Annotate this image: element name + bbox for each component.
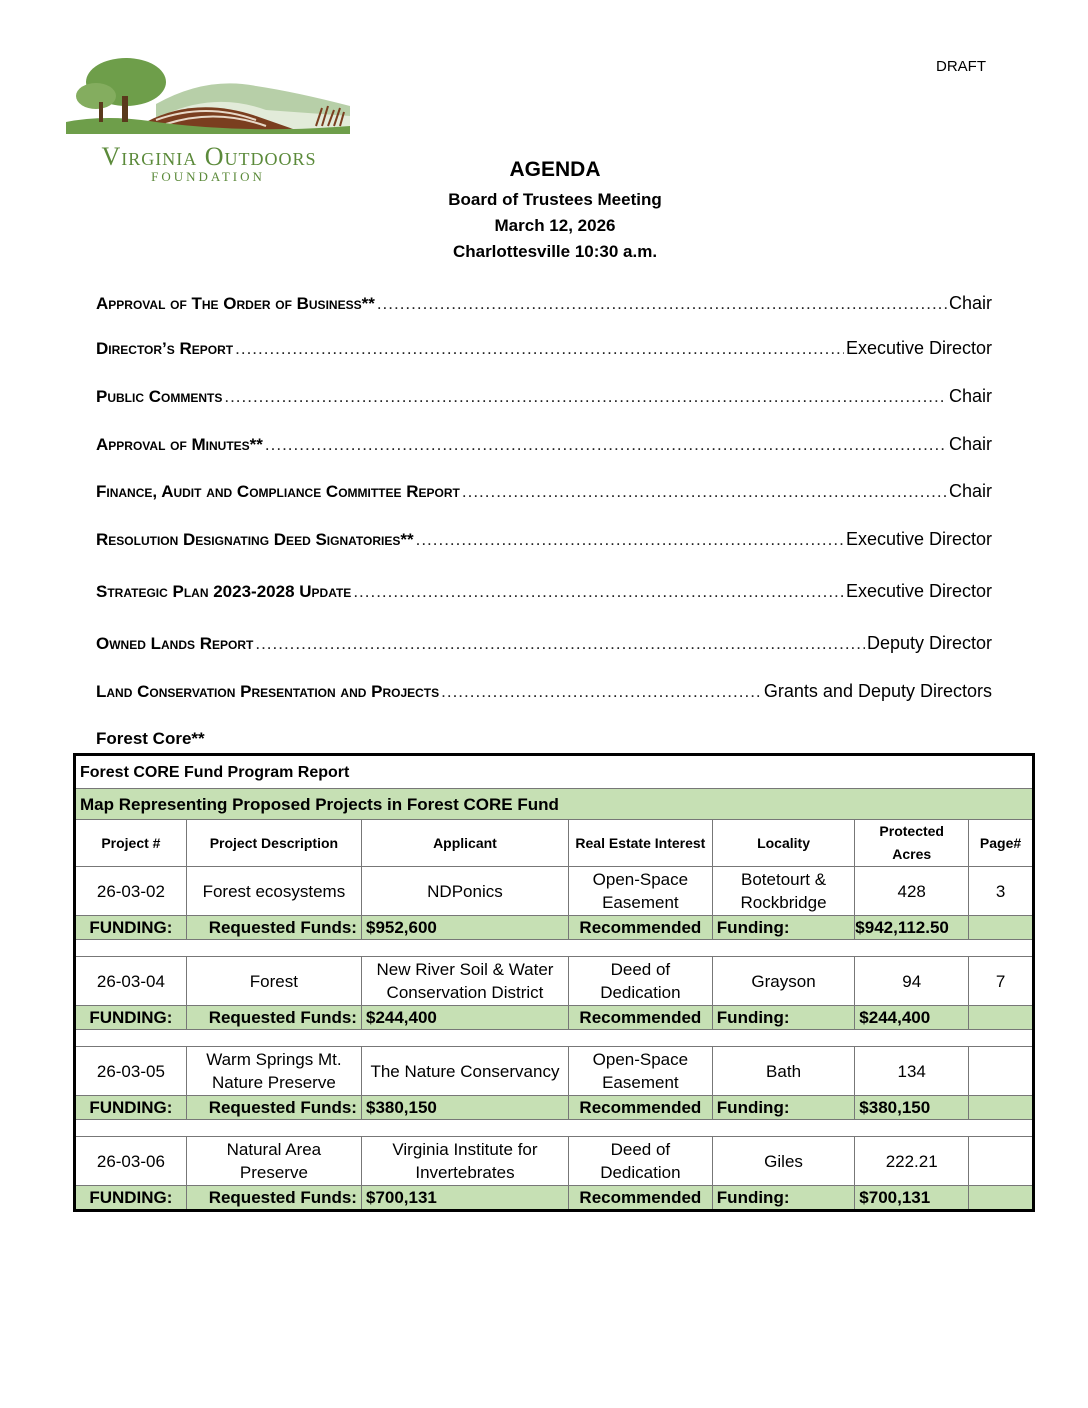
column-header: Project # [75, 820, 187, 867]
project-description: Warm Springs Mt. Nature Preserve [186, 1047, 361, 1096]
agenda-item-presenter: Grants and Deputy Directors [763, 681, 992, 701]
column-header: Locality [712, 820, 854, 867]
real-estate-interest: Deed of Dedication [568, 957, 712, 1006]
logo-name: Virginia Outdoors [101, 142, 317, 171]
requested-label: Requested Funds: [186, 1096, 361, 1120]
protected-acres: 428 [855, 867, 969, 916]
leader-dots [235, 339, 844, 359]
page-number: 3 [969, 867, 1034, 916]
agenda-item-presenter: Executive Director [845, 529, 992, 549]
requested-amount: $244,400 [361, 1006, 568, 1030]
agenda-item-title: Owned Lands Report [96, 634, 254, 653]
meeting-name: Board of Trustees Meeting [448, 190, 662, 209]
locality: Giles [712, 1137, 854, 1186]
real-estate-interest: Deed of Dedication [568, 1137, 712, 1186]
requested-amount: $700,131 [361, 1186, 568, 1211]
project-number: 26-03-06 [75, 1137, 187, 1186]
agenda-item-title: Strategic Plan 2023-2028 Update [96, 582, 352, 601]
recommended-label: Recommended [568, 916, 712, 940]
leader-dots [224, 387, 947, 407]
agenda-item [96, 529, 992, 550]
protected-acres: 94 [855, 957, 969, 1006]
meeting-location-time: Charlottesville 10:30 a.m. [452, 242, 658, 261]
landscape-logo-icon [66, 56, 350, 140]
agenda-item-title: Approval of The Order of Business** [96, 294, 375, 313]
leader-dots [255, 634, 865, 654]
funding-label: FUNDING: [75, 1186, 187, 1211]
agenda-item-title: Approval of Minutes** [96, 435, 263, 454]
agenda-item [96, 481, 992, 502]
page-number [969, 1137, 1034, 1186]
agenda-item-presenter: Executive Director [845, 338, 992, 358]
column-header: Project Description [186, 820, 361, 867]
agenda-item-title: Public Comments [96, 387, 223, 406]
funding-word: Funding: [712, 1096, 854, 1120]
agenda-item-presenter: Chair [948, 434, 992, 454]
real-estate-interest: Open-Space Easement [568, 1047, 712, 1096]
agenda-item [96, 581, 992, 602]
recommended-amount: $244,400 [855, 1006, 969, 1030]
recommended-amount: $942,112.50 [855, 916, 969, 940]
section-title: Forest Core** [96, 729, 205, 748]
recommended-amount: $700,131 [855, 1186, 969, 1211]
funding-row [75, 1006, 1034, 1030]
table-row [75, 867, 1034, 916]
protected-acres: 134 [855, 1047, 969, 1096]
recommended-amount: $380,150 [855, 1096, 969, 1120]
agenda-item [96, 633, 992, 654]
table-header-row [75, 820, 1034, 867]
page-number [969, 1047, 1034, 1096]
applicant: Virginia Institute for Invertebrates [361, 1137, 568, 1186]
funding-word: Funding: [712, 916, 854, 940]
real-estate-interest: Open-Space Easement [568, 867, 712, 916]
recommended-label: Recommended [568, 1186, 712, 1211]
agenda-item [96, 434, 992, 455]
requested-amount: $952,600 [361, 916, 568, 940]
meeting-date: March 12, 2026 [494, 216, 616, 235]
leader-dots [353, 582, 844, 602]
logo-subtitle: FOUNDATION [151, 169, 265, 184]
funding-label: FUNDING: [75, 1096, 187, 1120]
requested-amount: $380,150 [361, 1096, 568, 1120]
table-row [75, 957, 1034, 1006]
agenda-item-title: Finance, Audit and Compliance Committee Report [96, 482, 460, 501]
column-header: Page# [969, 820, 1034, 867]
forest-core-table [73, 753, 1035, 1212]
funding-row [75, 916, 1034, 940]
applicant: New River Soil & Water Conservation District [361, 957, 568, 1006]
funding-row [75, 1096, 1034, 1120]
agenda-item-title: Director’s Report [96, 339, 234, 358]
map-row: Map Representing Proposed Projects in Forest CORE Fund [75, 789, 1034, 820]
project-number: 26-03-02 [75, 867, 187, 916]
project-description: Forest [186, 957, 361, 1006]
funding-label: FUNDING: [75, 916, 187, 940]
table-row [75, 1137, 1034, 1186]
requested-label: Requested Funds: [186, 1186, 361, 1211]
locality: Botetourt & Rockbridge [712, 867, 854, 916]
agenda-item-title: Land Conservation Presentation and Projects [96, 682, 440, 701]
agenda-item-presenter: Chair [948, 386, 992, 406]
project-description: Forest ecosystems [186, 867, 361, 916]
draft-watermark: DRAFT [936, 58, 986, 75]
agenda-item-presenter: Chair [948, 481, 992, 501]
funding-word: Funding: [712, 1006, 854, 1030]
column-header: Protected Acres [855, 820, 969, 867]
column-header: Real Estate Interest [568, 820, 712, 867]
funding-word: Funding: [712, 1186, 854, 1211]
table-title: Forest CORE Fund Program Report [75, 755, 1034, 789]
leader-dots [462, 482, 947, 502]
locality: Grayson [712, 957, 854, 1006]
agenda-item-presenter: Deputy Director [866, 633, 992, 653]
funding-row [75, 1186, 1034, 1211]
agenda-item [96, 681, 992, 702]
leader-dots [416, 530, 844, 550]
agenda-item [96, 293, 992, 314]
project-description: Natural Area Preserve [186, 1137, 361, 1186]
agenda-item-presenter: Chair [948, 293, 992, 313]
requested-label: Requested Funds: [186, 1006, 361, 1030]
funding-label: FUNDING: [75, 1006, 187, 1030]
applicant: The Nature Conservancy [361, 1047, 568, 1096]
page-title: AGENDA [509, 158, 601, 181]
column-header: Applicant [361, 820, 568, 867]
locality: Bath [712, 1047, 854, 1096]
leader-dots [441, 682, 762, 702]
project-number: 26-03-05 [75, 1047, 187, 1096]
protected-acres: 222.21 [855, 1137, 969, 1186]
agenda-item-presenter: Executive Director [845, 581, 992, 601]
recommended-label: Recommended [568, 1096, 712, 1120]
applicant: NDPonics [361, 867, 568, 916]
agenda-item [96, 338, 992, 359]
project-number: 26-03-04 [75, 957, 187, 1006]
agenda-item-title: Resolution Designating Deed Signatories** [96, 530, 414, 549]
leader-dots [265, 435, 947, 455]
leader-dots [377, 294, 947, 314]
recommended-label: Recommended [568, 1006, 712, 1030]
table-row [75, 1047, 1034, 1096]
agenda-item [96, 386, 992, 407]
page-number: 7 [969, 957, 1034, 1006]
requested-label: Requested Funds: [186, 916, 361, 940]
